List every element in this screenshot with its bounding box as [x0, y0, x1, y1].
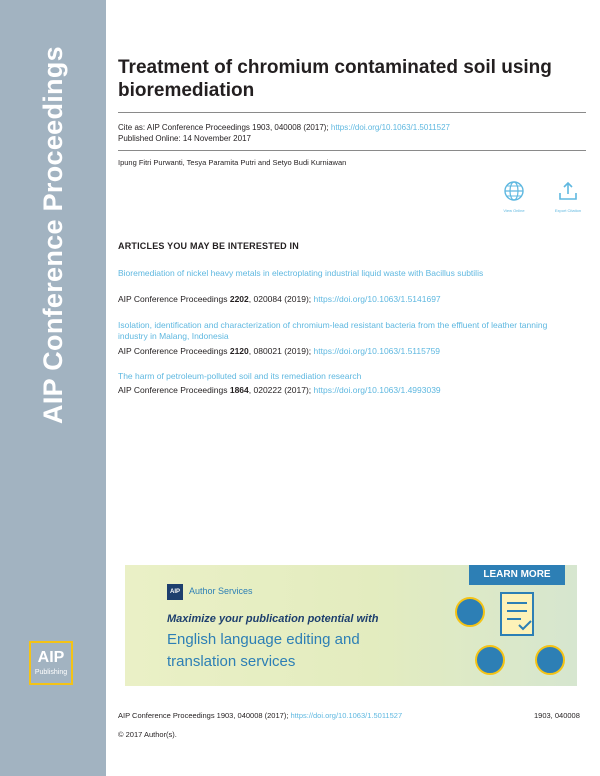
ad-aip-logo: AIP [167, 584, 183, 600]
citation-doi-link[interactable]: https://doi.org/10.1063/1.5011527 [330, 123, 450, 132]
related-article-ref [118, 346, 440, 357]
footer-citation [118, 711, 402, 720]
learn-more-button[interactable]: LEARN MORE [469, 565, 565, 585]
footer-doi-link[interactable]: https://doi.org/10.1063/1.5011527 [290, 711, 403, 720]
author-services-ad[interactable] [125, 565, 577, 686]
article-journal: AIP Conference Proceedings [118, 346, 228, 356]
globe-icon [503, 180, 525, 202]
related-article-ref [118, 294, 441, 305]
citation-text: Cite as: AIP Conference Proceedings 1903, 040008 (2017); [118, 123, 329, 132]
journal-sidebar [0, 0, 106, 776]
code-icon [455, 597, 485, 627]
related-article-ref [118, 385, 441, 396]
document-icon [495, 589, 539, 639]
related-article-title[interactable]: Isolation, identification and characterization of chromium-lead resistant bacteria from the effluent of leather tanning industry in Malang, Indonesia [118, 320, 548, 341]
ad-service-line: translation services [167, 653, 296, 670]
article-doi-link[interactable]: https://doi.org/10.1063/1.5141697 [313, 294, 441, 304]
article-doi-link[interactable]: https://doi.org/10.1063/1.4993039 [313, 385, 441, 395]
gear-icon [475, 645, 505, 675]
footer-page-ref: 1903, 040008 [534, 711, 580, 720]
export-citation-button[interactable] [550, 180, 586, 213]
article-journal: AIP Conference Proceedings [118, 385, 228, 395]
related-article-title[interactable]: Bioremediation of nickel heavy metals in electroplating industrial liquid waste with Bacillus subtilis [118, 268, 484, 278]
article-volume: 2202 [229, 294, 249, 304]
copyright-notice: © 2017 Author(s). [118, 730, 177, 739]
aip-publishing-logo[interactable] [29, 641, 73, 685]
export-citation-label: Export Citation [554, 208, 582, 213]
ad-service-line: English language editing and [167, 631, 360, 648]
title-divider [118, 112, 586, 113]
article-journal: AIP Conference Proceedings [118, 294, 228, 304]
meta-divider [118, 150, 586, 151]
paper-title: Treatment of chromium contaminated soil using bioremediation [118, 57, 552, 101]
article-pages: , 020222 (2017); [248, 385, 312, 395]
article-pages: , 020084 (2019); [248, 294, 312, 304]
published-date: Published Online: 14 November 2017 [118, 134, 251, 143]
article-volume: 1864 [229, 385, 249, 395]
logo-sub-text: Publishing [34, 669, 68, 676]
laptop-icon [535, 645, 565, 675]
article-doi-link[interactable]: https://doi.org/10.1063/1.5115759 [313, 346, 441, 356]
export-icon [557, 180, 579, 202]
related-article-title[interactable]: The harm of petroleum-polluted soil and its remediation research [118, 371, 362, 381]
article-pages: , 080021 (2019); [248, 346, 312, 356]
ad-brand-label: Author Services [189, 586, 253, 596]
author-list: Ipung Fitri Purwanti, Tesya Paramita Putri and Setyo Budi Kurniawan [118, 158, 347, 167]
journal-title: AIP Conference Proceedings [38, 46, 68, 424]
logo-main-text: AIP [37, 649, 65, 666]
view-online-button[interactable] [496, 180, 532, 213]
related-articles-heading: ARTICLES YOU MAY BE INTERESTED IN [118, 241, 299, 251]
view-online-label: View Online [503, 208, 525, 213]
citation-line [118, 122, 450, 133]
article-volume: 2120 [229, 346, 249, 356]
footer-citation-text: AIP Conference Proceedings 1903, 040008 (2017); [118, 711, 289, 720]
ad-illustration [453, 589, 573, 679]
ad-headline: Maximize your publication potential with [167, 613, 379, 625]
